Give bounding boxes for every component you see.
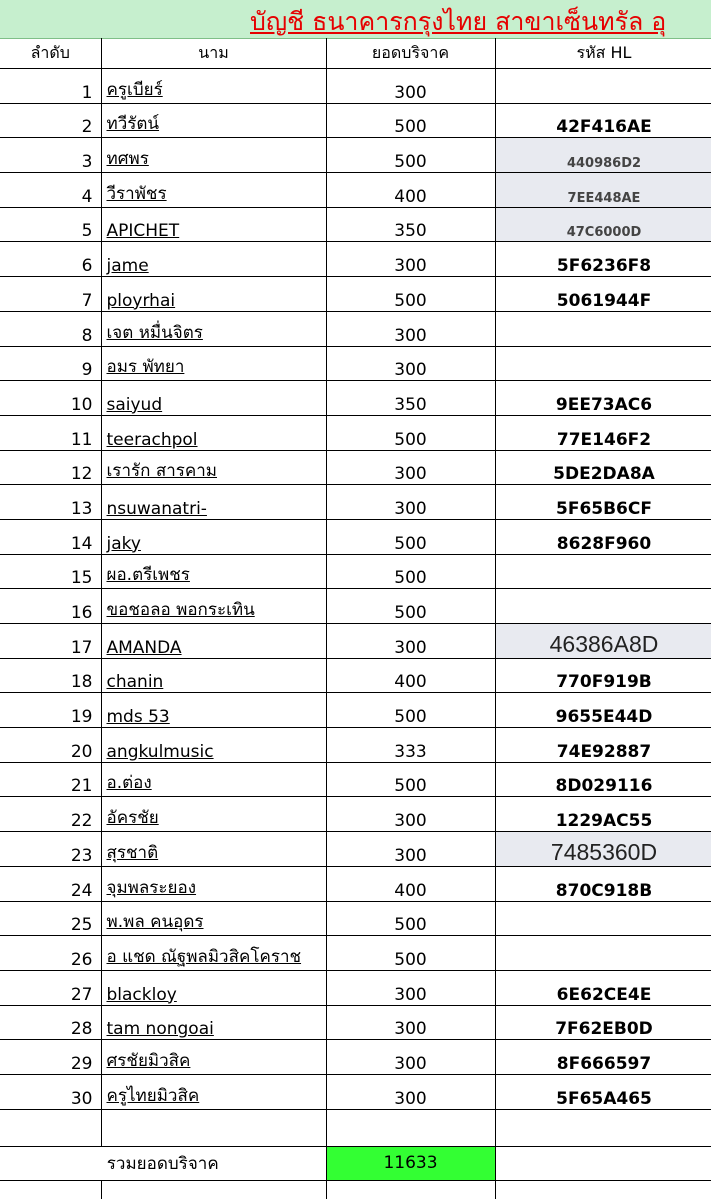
hl-code-cell[interactable] (495, 762, 711, 797)
table-row (0, 381, 711, 416)
hl-code: 9655E44D (555, 707, 653, 728)
amount-cell[interactable]: 300 (326, 450, 495, 485)
hl-code-cell[interactable] (495, 624, 711, 659)
hl-code-cell[interactable] (495, 797, 711, 832)
row-number-cell[interactable]: 28 (0, 1005, 101, 1040)
amount-cell[interactable]: 300 (326, 832, 495, 867)
name-cell[interactable] (101, 173, 326, 208)
row-number-cell[interactable]: 21 (0, 762, 101, 797)
name-cell[interactable] (101, 762, 326, 797)
name-cell[interactable] (101, 693, 326, 728)
name-cell[interactable] (101, 1074, 326, 1109)
table-row (0, 728, 711, 763)
header-amount[interactable]: ยอดบริจาค (326, 38, 495, 69)
hl-code-cell[interactable] (495, 450, 711, 485)
row-number-cell[interactable]: 1 (0, 69, 101, 104)
row-number-cell[interactable]: 4 (0, 173, 101, 208)
hl-code: 42F416AE (556, 117, 652, 138)
name-cell[interactable] (101, 415, 326, 450)
amount-cell[interactable]: 500 (326, 901, 495, 936)
header-name[interactable]: นาม (101, 38, 326, 69)
hl-code: 8D029116 (555, 776, 653, 797)
name-cell[interactable] (101, 69, 326, 104)
header-code[interactable]: รหัส HL (495, 38, 711, 69)
table-row (0, 1005, 711, 1040)
hl-code: 5F65B6CF (556, 498, 652, 519)
name-cell[interactable] (101, 658, 326, 693)
donor-name: jaky (106, 533, 141, 554)
amount-cell[interactable]: 400 (326, 173, 495, 208)
donor-name: วีราพัชร (106, 183, 167, 204)
hl-code: 5F65A465 (556, 1088, 652, 1109)
donor-name: teerachpol (106, 429, 198, 450)
hl-code-cell[interactable] (495, 832, 711, 867)
name-cell[interactable] (101, 277, 326, 312)
hl-code-cell[interactable] (495, 69, 711, 104)
hl-code: 5DE2DA8A (553, 464, 655, 485)
row-number-cell[interactable]: 24 (0, 866, 101, 901)
amount-cell[interactable]: 350 (326, 381, 495, 416)
row-number-cell[interactable]: 7 (0, 277, 101, 312)
empty-cell[interactable] (326, 1180, 495, 1199)
hl-code: 6E62CE4E (556, 984, 652, 1005)
donor-name: AMANDA (106, 637, 182, 658)
name-cell[interactable] (101, 832, 326, 867)
table-row (0, 554, 711, 589)
donor-name: พ.พล คนอุดร (106, 912, 204, 933)
amount-cell[interactable]: 500 (326, 554, 495, 589)
donor-name: ทศพร (106, 149, 149, 170)
name-cell[interactable] (101, 624, 326, 659)
donor-name: ครูเบียร์ (106, 79, 163, 100)
row-number-cell[interactable]: 26 (0, 936, 101, 971)
table-row (0, 589, 711, 624)
row-number-cell[interactable]: 22 (0, 797, 101, 832)
hl-code-cell[interactable] (495, 1074, 711, 1109)
empty-cell[interactable] (0, 1180, 101, 1199)
row-number-cell[interactable]: 10 (0, 381, 101, 416)
row-number-cell[interactable]: 2 (0, 103, 101, 138)
title-bar (0, 0, 711, 39)
amount-cell[interactable]: 500 (326, 415, 495, 450)
donor-name: อมร พัทยา (106, 357, 185, 378)
table-row (0, 970, 711, 1005)
table-row (0, 866, 711, 901)
amount-cell[interactable]: 300 (326, 1005, 495, 1040)
donor-name: อ.ต่อง (106, 773, 152, 794)
hl-code-cell[interactable] (495, 970, 711, 1005)
name-cell[interactable] (101, 346, 326, 381)
table-row (0, 797, 711, 832)
total-row (0, 1146, 711, 1180)
hl-code-cell[interactable] (495, 242, 711, 277)
empty-cell[interactable] (101, 1180, 326, 1199)
hl-code-cell[interactable] (495, 415, 711, 450)
hl-code-cell[interactable] (495, 1005, 711, 1040)
table-row (0, 658, 711, 693)
donation-table (0, 38, 711, 1199)
hl-code-cell[interactable] (495, 519, 711, 554)
table-row (0, 693, 711, 728)
name-cell[interactable] (101, 866, 326, 901)
table-row (0, 936, 711, 971)
table-row (0, 624, 711, 659)
hl-code-cell[interactable] (495, 381, 711, 416)
donor-name: jame (106, 256, 149, 277)
donor-name: angkulmusic (106, 741, 214, 762)
hl-code: 7EE448AE (567, 190, 641, 206)
donor-name: nsuwanatri- (106, 498, 207, 519)
amount-cell[interactable]: 500 (326, 693, 495, 728)
donor-name: ขอชอลอ พอกระเทิน (106, 600, 255, 620)
hl-code: 7485360D (550, 838, 658, 865)
amount-cell[interactable]: 500 (326, 519, 495, 554)
row-number-cell[interactable]: 15 (0, 554, 101, 589)
table-row (0, 103, 711, 138)
hl-code-cell[interactable] (495, 936, 711, 971)
empty-cell[interactable] (326, 1109, 495, 1146)
donor-name: APICHET (106, 221, 180, 242)
row-number-cell[interactable]: 3 (0, 138, 101, 173)
hl-code-cell[interactable] (495, 728, 711, 763)
header-no[interactable]: ลำดับ (0, 38, 101, 69)
hl-code-cell[interactable] (495, 207, 711, 242)
table-row (0, 832, 711, 867)
name-cell[interactable] (101, 936, 326, 971)
amount-cell[interactable]: 300 (326, 797, 495, 832)
row-number-cell[interactable]: 12 (0, 450, 101, 485)
hl-code: 74E92887 (556, 741, 652, 762)
amount-cell[interactable]: 500 (326, 138, 495, 173)
hl-code-cell[interactable] (495, 103, 711, 138)
hl-code: 47C6000D (566, 225, 642, 241)
empty-cell[interactable] (495, 1109, 711, 1146)
hl-code-cell[interactable] (495, 485, 711, 520)
table-row (0, 207, 711, 242)
row-number-cell[interactable]: 23 (0, 832, 101, 867)
donor-name: ผอ.ตรีเพชร (106, 565, 190, 586)
donor-name: saiyud (106, 394, 163, 415)
amount-cell[interactable]: 500 (326, 103, 495, 138)
table-row (0, 519, 711, 554)
amount-cell[interactable]: 500 (326, 277, 495, 312)
empty-cell[interactable] (495, 1146, 711, 1180)
hl-code: 77E146F2 (556, 429, 652, 450)
name-cell[interactable] (101, 103, 326, 138)
row-number-cell[interactable]: 13 (0, 485, 101, 520)
amount-cell[interactable]: 300 (326, 311, 495, 346)
amount-cell[interactable]: 300 (326, 1074, 495, 1109)
table-row (0, 173, 711, 208)
row-number-cell[interactable]: 8 (0, 311, 101, 346)
hl-code-cell[interactable] (495, 1040, 711, 1075)
amount-cell[interactable]: 300 (326, 624, 495, 659)
donor-name: อัครชัย (106, 808, 159, 829)
name-cell[interactable] (101, 311, 326, 346)
name-cell[interactable] (101, 138, 326, 173)
table-row (0, 450, 711, 485)
hl-code: 8F666597 (556, 1053, 652, 1074)
name-cell[interactable] (101, 970, 326, 1005)
header-row (0, 38, 711, 69)
hl-code: 870C918B (555, 880, 653, 901)
hl-code: 1229AC55 (555, 811, 653, 832)
amount-cell[interactable]: 333 (326, 728, 495, 763)
donor-name: blackloy (106, 984, 177, 1005)
row-number-cell[interactable]: 6 (0, 242, 101, 277)
row-number-cell[interactable]: 16 (0, 589, 101, 624)
hl-code-cell[interactable] (495, 589, 711, 624)
name-cell[interactable] (101, 485, 326, 520)
hl-code-cell[interactable] (495, 693, 711, 728)
table-row (0, 311, 711, 346)
amount-cell[interactable]: 500 (326, 936, 495, 971)
row-number-cell[interactable]: 14 (0, 519, 101, 554)
name-cell[interactable] (101, 1005, 326, 1040)
hl-code-cell[interactable] (495, 554, 711, 589)
amount-cell[interactable]: 500 (326, 589, 495, 624)
row-number-cell[interactable]: 29 (0, 1040, 101, 1075)
hl-code: 770F919B (556, 672, 652, 693)
amount-cell[interactable]: 350 (326, 207, 495, 242)
table-row (0, 1040, 711, 1075)
hl-code: 8628F960 (556, 533, 652, 554)
blank-row (0, 1109, 711, 1146)
hl-code: 440986D2 (566, 156, 642, 172)
table-row (0, 762, 711, 797)
donor-name: เรารัก สารคาม (106, 461, 217, 482)
donor-name: ศรชัยมิวสิค (106, 1050, 191, 1071)
amount-cell[interactable]: 300 (326, 485, 495, 520)
hl-code-cell[interactable] (495, 658, 711, 693)
donor-name: เจต หมื่นจิตร (106, 322, 203, 343)
row-number-cell[interactable]: 20 (0, 728, 101, 763)
row-number-cell[interactable]: 25 (0, 901, 101, 936)
row-number-cell[interactable]: 19 (0, 693, 101, 728)
hl-code-cell[interactable] (495, 173, 711, 208)
hl-code: 5F6236F8 (556, 256, 652, 277)
hl-code-cell[interactable] (495, 866, 711, 901)
donor-name: อ แชด ณัฐพลมิวสิคโคราช (106, 946, 302, 967)
total-label[interactable]: รวมยอดบริจาค (0, 1146, 326, 1180)
name-cell[interactable] (101, 242, 326, 277)
name-cell[interactable] (101, 901, 326, 936)
table-row (0, 138, 711, 173)
donor-name: จุมพลระยอง (106, 877, 197, 898)
empty-cell[interactable] (0, 1109, 101, 1146)
hl-code-cell[interactable] (495, 346, 711, 381)
empty-cell[interactable] (101, 1109, 326, 1146)
name-cell[interactable] (101, 589, 326, 624)
hl-code-cell[interactable] (495, 311, 711, 346)
row-number-cell[interactable]: 5 (0, 207, 101, 242)
donor-name: tam nongoai (106, 1019, 214, 1040)
total-value[interactable]: 11633 (326, 1146, 495, 1180)
amount-cell[interactable]: 300 (326, 1040, 495, 1075)
amount-cell[interactable]: 400 (326, 658, 495, 693)
row-number-cell[interactable]: 9 (0, 346, 101, 381)
row-number-cell[interactable]: 17 (0, 624, 101, 659)
name-cell[interactable] (101, 207, 326, 242)
donor-name: chanin (106, 672, 164, 693)
hl-code: 5061944F (556, 290, 652, 311)
sheet-title: บัญชี ธนาคารกรุงไทย สาขาเซ็นทรัล อุ (250, 7, 667, 36)
donor-name: สุรชาติ (106, 842, 159, 863)
row-number-cell[interactable]: 18 (0, 658, 101, 693)
name-cell[interactable] (101, 1040, 326, 1075)
amount-cell[interactable]: 500 (326, 762, 495, 797)
table-row (0, 242, 711, 277)
table-row (0, 1074, 711, 1109)
amount-cell[interactable]: 300 (326, 242, 495, 277)
partial-row (0, 1180, 711, 1199)
empty-cell[interactable] (495, 1180, 711, 1199)
name-cell[interactable] (101, 450, 326, 485)
table-row (0, 277, 711, 312)
donor-name: mds 53 (106, 707, 170, 728)
table-row (0, 69, 711, 104)
row-number-cell[interactable]: 30 (0, 1074, 101, 1109)
name-cell[interactable] (101, 381, 326, 416)
hl-code-cell[interactable] (495, 277, 711, 312)
amount-cell[interactable]: 400 (326, 866, 495, 901)
amount-cell[interactable]: 300 (326, 970, 495, 1005)
row-number-cell[interactable]: 11 (0, 415, 101, 450)
name-cell[interactable] (101, 519, 326, 554)
name-cell[interactable] (101, 554, 326, 589)
table-row (0, 346, 711, 381)
name-cell[interactable] (101, 728, 326, 763)
table-row (0, 485, 711, 520)
row-number-cell[interactable]: 27 (0, 970, 101, 1005)
donor-name: ครูไทยมิวสิค (106, 1085, 200, 1106)
amount-cell[interactable]: 300 (326, 346, 495, 381)
hl-code-cell[interactable] (495, 138, 711, 173)
amount-cell[interactable]: 300 (326, 69, 495, 104)
donor-name: ทวีรัตน์ (106, 114, 160, 135)
donor-name: ployrhai (106, 290, 176, 311)
name-cell[interactable] (101, 797, 326, 832)
hl-code: 46386A8D (549, 630, 659, 657)
table-row (0, 415, 711, 450)
hl-code-cell[interactable] (495, 901, 711, 936)
hl-code: 7F62EB0D (555, 1019, 653, 1040)
table-row (0, 901, 711, 936)
hl-code: 9EE73AC6 (555, 394, 653, 415)
